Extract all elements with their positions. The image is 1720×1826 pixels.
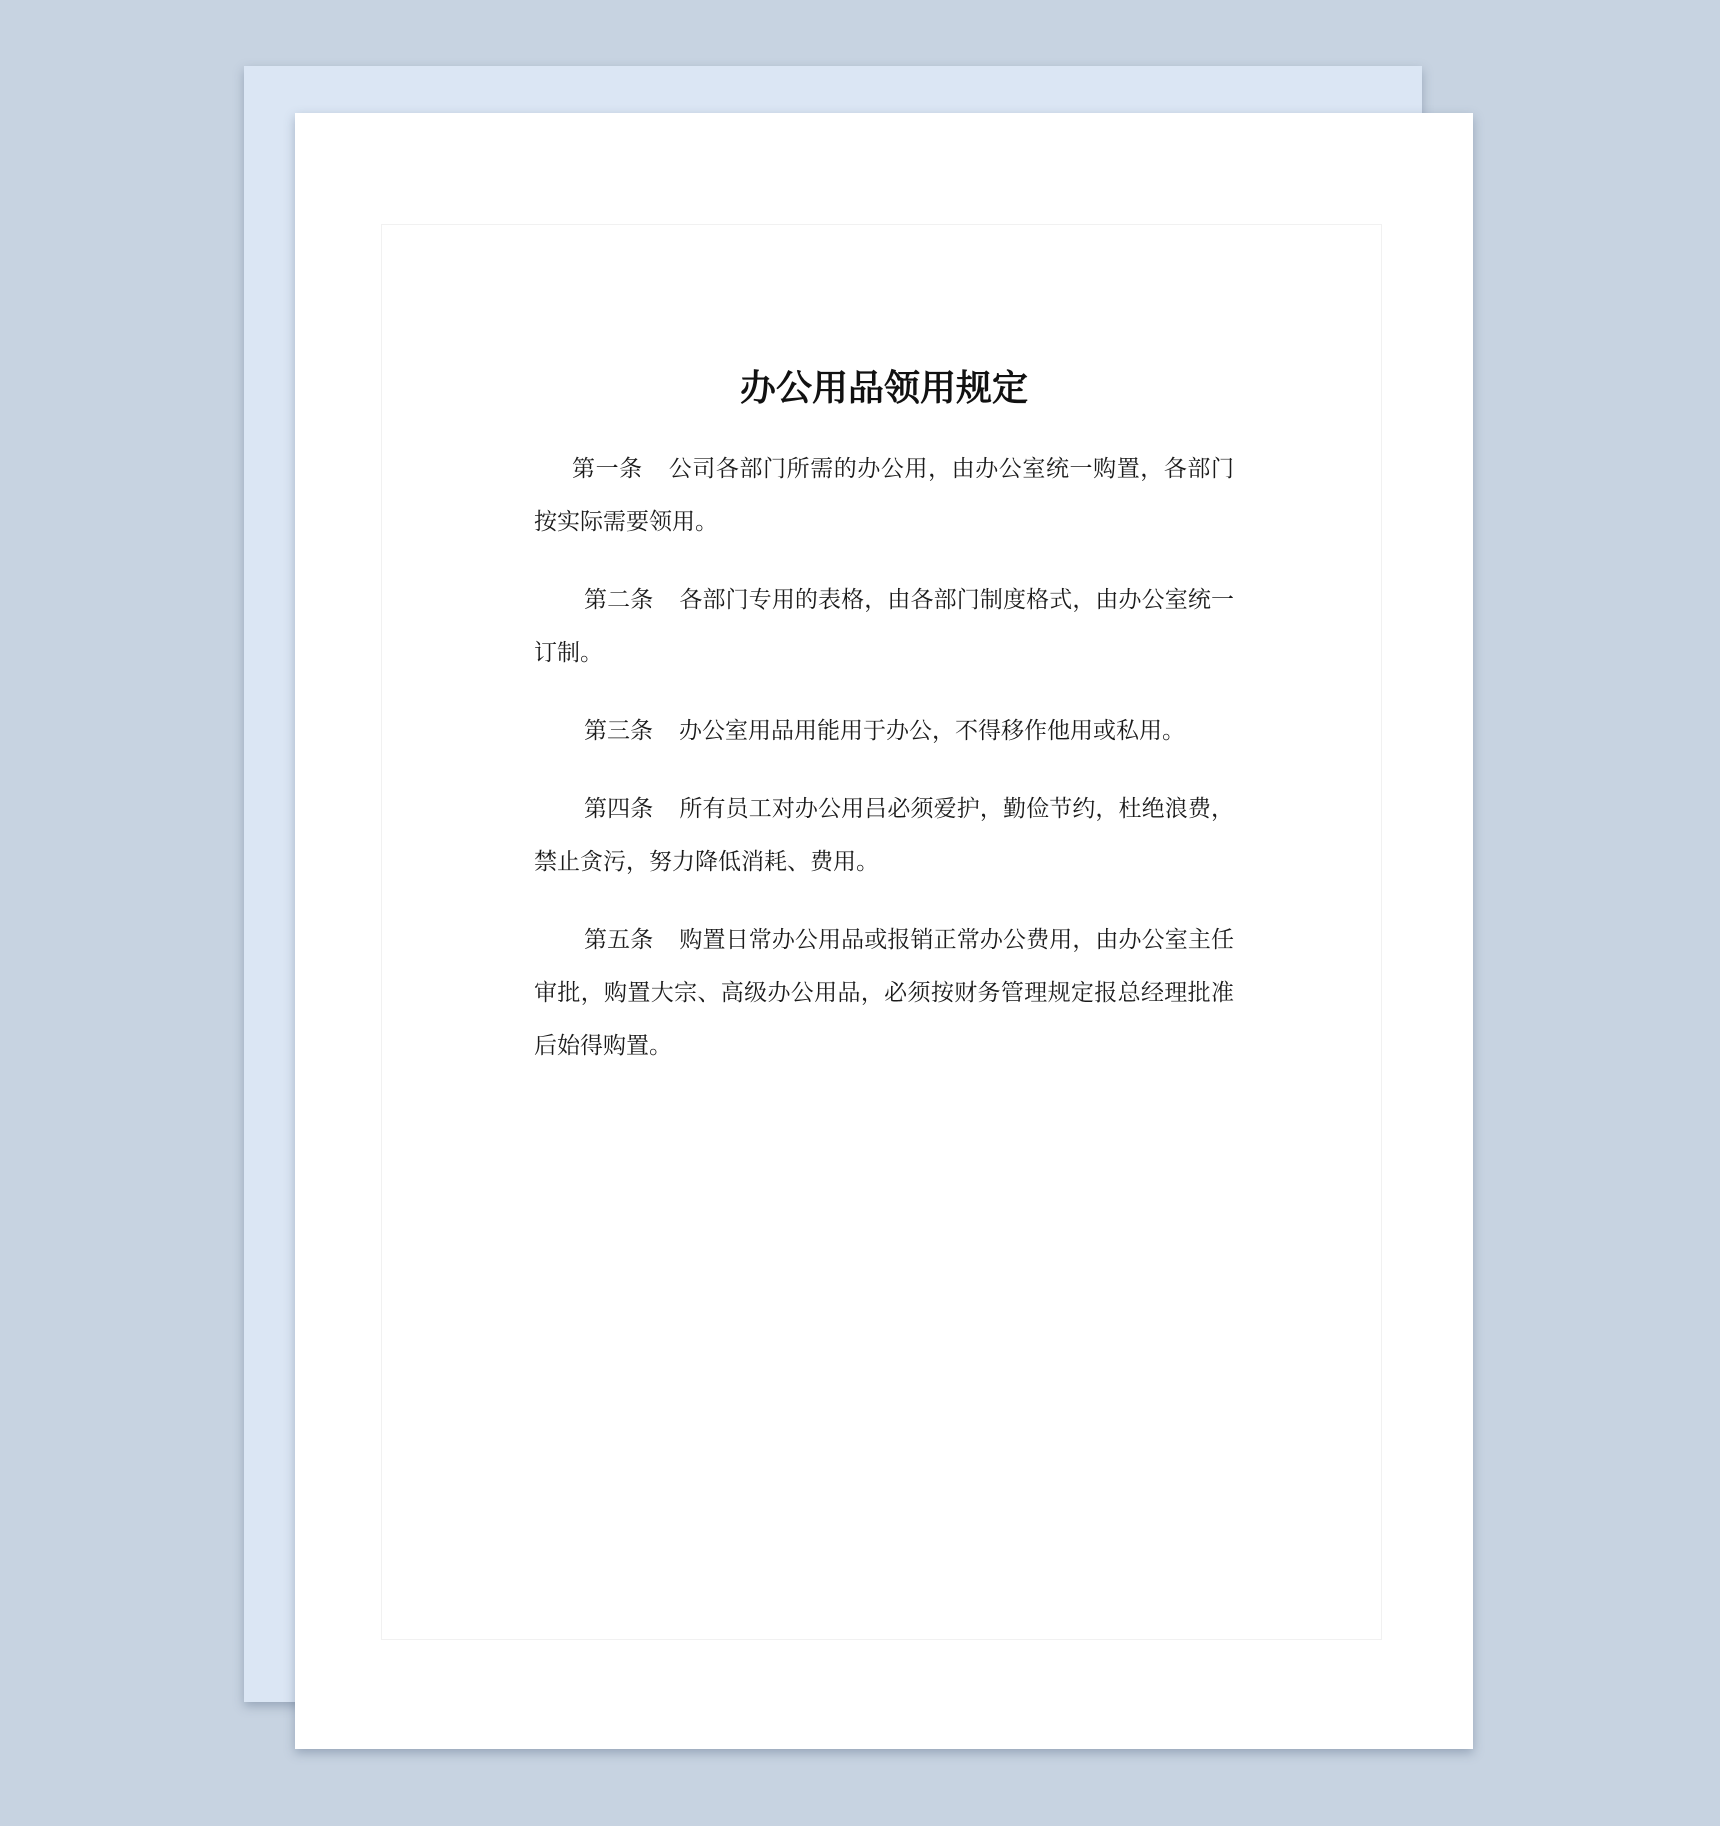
article-3: [534, 705, 1234, 758]
article-1-text: 公司各部门所需的办公用，由办公室统一购置，各部门按实际需要领用。: [534, 456, 1235, 535]
article-5-number: 第五条: [584, 927, 654, 953]
article-4-text: 所有员工对办公用吕必须爱护，勤俭节约，杜绝浪费，禁止贪污，努力降低消耗、费用。: [534, 796, 1235, 875]
article-4: [534, 783, 1234, 889]
article-4-number: 第四条: [584, 796, 654, 822]
article-2-number: 第二条: [584, 587, 654, 613]
article-1-number: 第一条: [572, 456, 643, 482]
article-3-number: 第三条: [584, 718, 653, 744]
article-5: [534, 914, 1234, 1073]
article-2-text: 各部门专用的表格，由各部门制度格式，由办公室统一订制。: [534, 587, 1235, 666]
article-1: [534, 443, 1234, 549]
document-title: 办公用品领用规定: [739, 368, 1028, 409]
article-2: [534, 574, 1234, 680]
article-3-text: 办公室用品用能用于办公，不得移作他用或私用。: [679, 718, 1185, 744]
article-5-text: 购置日常办公用品或报销正常办公费用，由办公室主任审批，购置大宗、高级办公用品，必须按财务管理规定报总经理批准后始得购置。: [534, 927, 1235, 1059]
document-page: [295, 113, 1473, 1749]
